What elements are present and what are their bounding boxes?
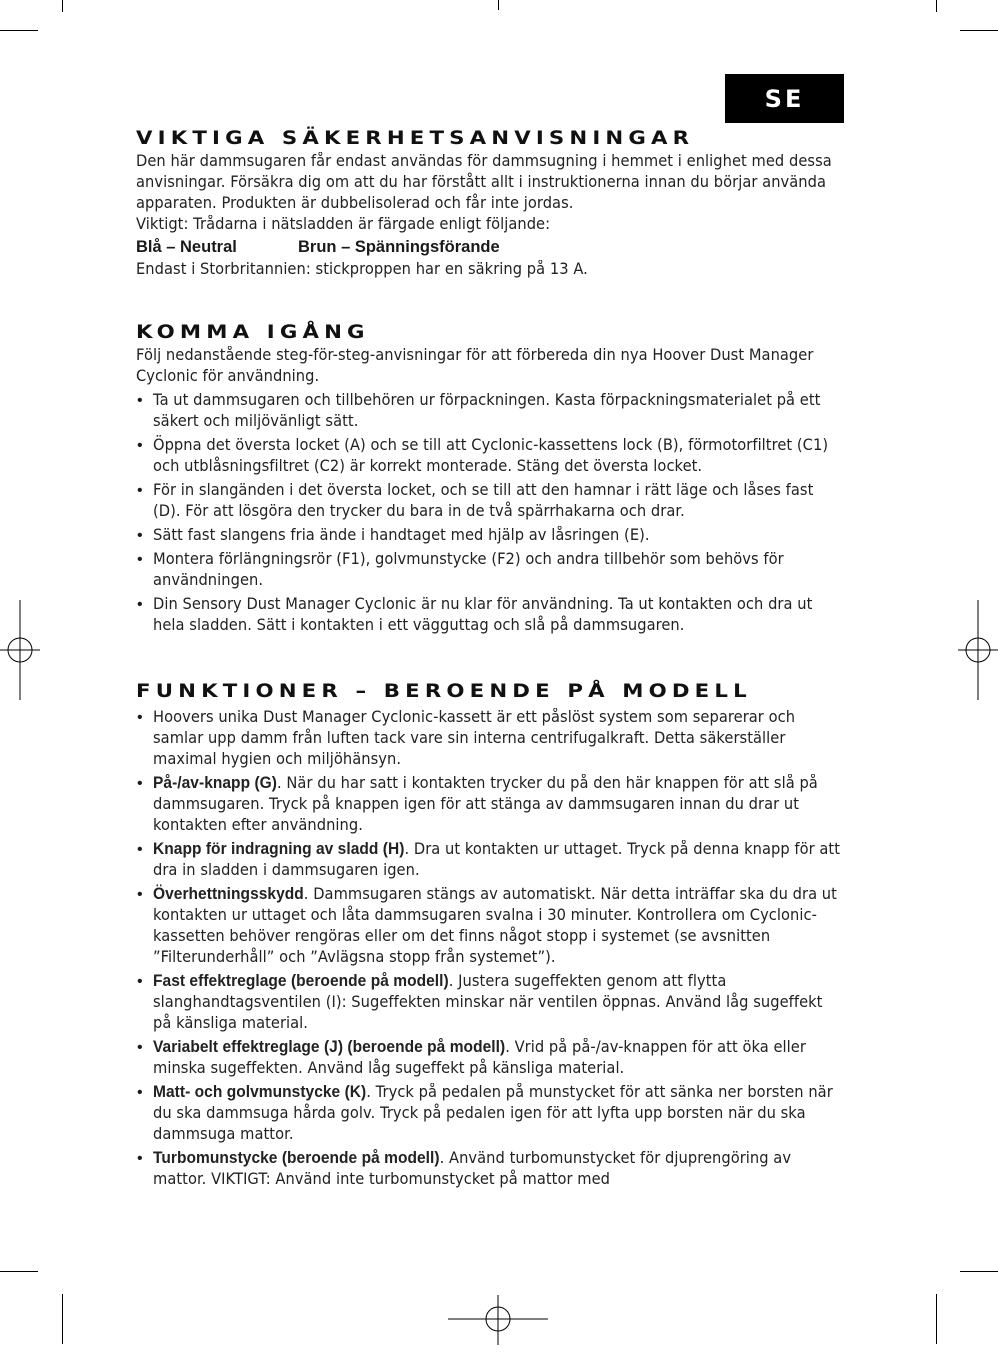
crop-mark — [960, 1271, 998, 1272]
list-item-text: • Montera förlängningsrör (F1), golvmunstycke (F2) och andra tillbehör som behövs för användningen. — [153, 550, 784, 589]
wire-blue: Blå – Neutral — [136, 238, 237, 256]
wire-colors — [136, 236, 846, 259]
list-item-text — [153, 839, 845, 881]
crop-mark — [62, 0, 63, 12]
section-title-start: KOMMA IGÅNG — [136, 321, 370, 343]
list-item — [136, 480, 846, 522]
feature-name: På-/av-knapp (G) — [153, 774, 277, 792]
feature-name: Matt- och golvmunstycke (K) — [153, 1083, 367, 1101]
list-item — [136, 707, 846, 770]
list-item-text — [153, 773, 845, 836]
feature-desc: . Vrid på på-/av-knappen för att öka eller minska sugeffekten. Använd låg sugeffekt på känsliga material. — [153, 1038, 806, 1077]
feature-desc: . När du har satt i kontakten trycker du på den här knappen för att slå på dammsugaren. Tryck på knappen igen för att stänga av dammsugaren innan du drar ut kontakten efter användning. — [153, 774, 818, 834]
list-item — [136, 525, 846, 546]
registration-mark-bottom — [448, 1295, 548, 1345]
feature-name: Överhettningsskydd — [153, 885, 304, 903]
list-item — [136, 1148, 846, 1190]
feature-desc: . Dammsugaren stängs av automatiskt. När detta inträffar ska du dra ut kontakten ur uttaget och låta dammsugaren svalna i 30 minuter. Kontrollera om Cyclonic-kassetten behöver rengöras eller om det finns något stopp i systemet (se avsnitten ”Filterunderhåll” och ”Avlägsna stopp från systemet”). — [153, 885, 837, 966]
list-item-text: • Din Sensory Dust Manager Cyclonic är nu klar för användning. Ta ut kontakten och dra ut hela sladden. Sätt i kontakten i ett vägguttag och slå på dammsugaren. — [153, 595, 813, 634]
list-item-text: • För in slangänden i det översta locket, och se till att den hamnar i rätt läge och låses fast (D). För att lösgöra den trycker du bara in de två spärrhakarna och drar. — [153, 481, 814, 520]
crop-mark — [960, 30, 998, 31]
list-item — [136, 549, 846, 591]
registration-mark-right — [958, 600, 998, 700]
list-item — [136, 1082, 846, 1145]
crop-mark — [936, 0, 937, 12]
uk-note: Endast i Storbritannien: stickproppen har en säkring på 13 A. — [136, 260, 588, 278]
list-item-text — [153, 1082, 845, 1145]
feature-desc: . Dra ut kontakten ur uttaget. Tryck på denna knapp för att dra in sladden i dammsugaren igen. — [153, 840, 841, 879]
list-item — [136, 594, 846, 636]
list-item-text — [153, 1148, 845, 1190]
start-list — [136, 390, 846, 636]
wire-brown: Brun – Spänningsförande — [298, 238, 500, 256]
list-item-text — [153, 971, 845, 1034]
features-list — [136, 707, 846, 1190]
list-item — [136, 839, 846, 881]
list-item — [136, 390, 846, 432]
feature-desc: . Använd turbomunstycket för djuprengöring av mattor. VIKTIGT: Använd inte turbomunstycket på mattor med — [153, 1149, 792, 1188]
registration-mark-left — [0, 600, 40, 700]
list-item-text: • Öppna det översta locket (A) och se till att Cyclonic-kassettens lock (B), förmotorfiltret (C1) och utblåsningsfiltret (C2) är korrekt monterade. Stäng det översta locket. — [153, 436, 829, 475]
crop-mark — [936, 1294, 937, 1344]
list-item-text: • Hoovers unika Dust Manager Cyclonic-kassett är ett påslöst system som separerar och samlar upp damm från luften tack vare sin interna centrifugalkraft. Detta säkerställer maximal hygien och miljöhänsyn. — [153, 708, 796, 768]
section-title-features: FUNKTIONER – BEROENDE PÅ MODELL — [136, 680, 752, 702]
list-item-text — [153, 884, 845, 968]
start-intro: Följ nedanstående steg-för-steg-anvisningar för att förbereda din nya Hoover Dust Manager Cyclonic för användning. — [136, 346, 814, 385]
list-item — [136, 435, 846, 477]
feature-name: Fast effektreglage (beroende på modell) — [153, 972, 449, 990]
list-item — [136, 773, 846, 836]
feature-name: Variabelt effektreglage (J) (beroende på modell) — [153, 1038, 506, 1056]
list-item-text — [153, 1037, 845, 1079]
crop-mark — [498, 0, 499, 10]
list-item-text: • Sätt fast slangens fria ände i handtaget med hjälp av låsringen (E). — [153, 526, 650, 544]
list-item-text: • Ta ut dammsugaren och tillbehören ur förpackningen. Kasta förpackningsmaterialet på ett säkert och miljövänligt sätt. — [153, 391, 821, 430]
list-item — [136, 1037, 846, 1079]
section-title-safety: VIKTIGA SÄKERHETSANVISNINGAR — [136, 127, 695, 149]
feature-name: Knapp för indragning av sladd (H) — [153, 840, 405, 858]
feature-desc: . Tryck på pedalen på munstycket för att sänka ner borsten när du ska dammsuga hårda golv. Tryck på pedalen igen för att lyfta upp borsten när du ska dammsuga mattor. — [153, 1083, 833, 1143]
safety-paragraph: Den här dammsugaren får endast användas för dammsugning i hemmet i enlighet med dessa anvisningar. Försäkra dig om att du har förstått allt i instruktionerna innan du börjar använda apparaten. Produkten är dubbelisolerad och får inte jordas. — [136, 152, 832, 212]
crop-mark — [0, 1271, 38, 1272]
list-item — [136, 884, 846, 968]
wires-intro: Viktigt: Trådarna i nätsladden är färgade enligt följande: — [136, 215, 551, 233]
feature-desc: . Justera sugeffekten genom att flytta slanghandtagsventilen (I): Sugeffekten minskar när ventilen öppnas. Använd låg sugeffekt på känsliga material. — [153, 972, 823, 1032]
feature-name: Turbomunstycke (beroende på modell) — [153, 1149, 440, 1167]
list-item — [136, 971, 846, 1034]
language-tab: SE — [725, 74, 844, 123]
crop-mark — [0, 30, 38, 31]
crop-mark — [62, 1294, 63, 1344]
page-content — [136, 125, 846, 1193]
